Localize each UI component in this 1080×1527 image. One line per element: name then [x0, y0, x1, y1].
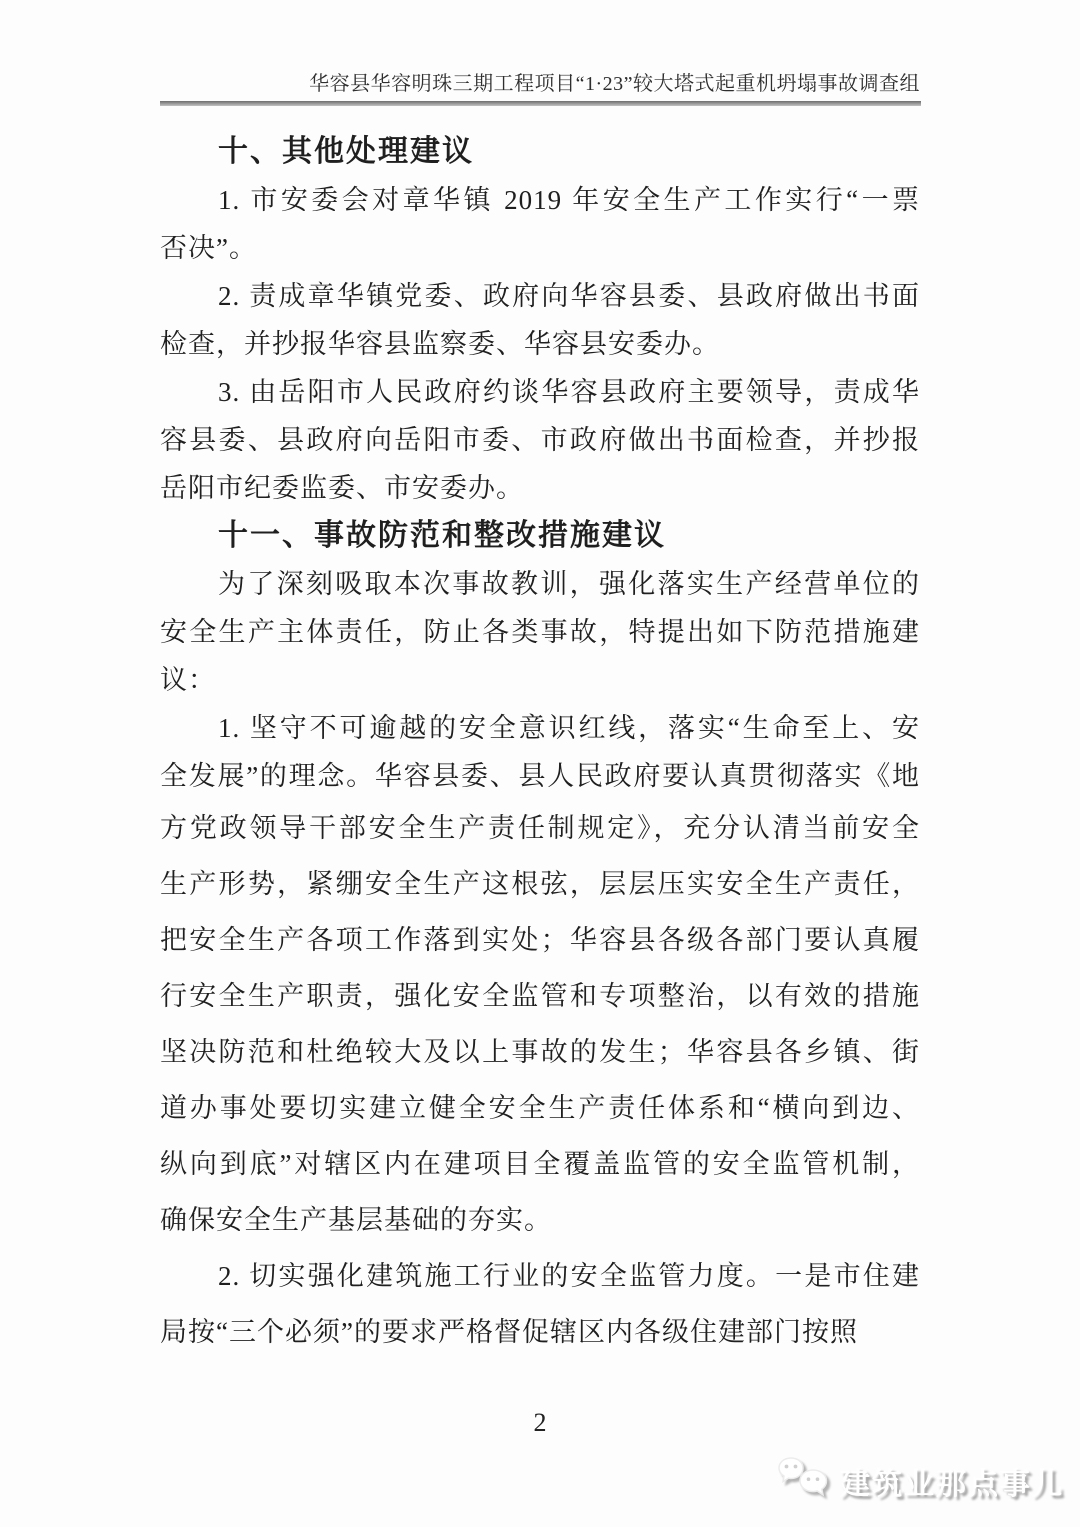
paragraph-line: 容县委、县政府向岳阳市委、市政府做出书面检查，并抄报 [160, 425, 920, 455]
paragraph-line: 安全生产主体责任，防止各类事故，特提出如下防范措施建 [160, 617, 920, 647]
paragraph-line: 为了深刻吸取本次事故教训，强化落实生产经营单位的 [218, 569, 920, 599]
paragraph-line: 坚决防范和杜绝较大及以上事故的发生；华容县各乡镇、街 [160, 1037, 920, 1067]
paragraph [160, 272, 920, 368]
heading-text: 十一、事故防范和整改措施建议 [218, 519, 666, 552]
paragraph-line: 否决”。 [160, 233, 257, 263]
page-header-title: 华容县华容明珠三期工程项目“1·23”较大塔式起重机坍塌事故调查组 [309, 73, 920, 95]
paragraph-line: 2. 责成章华镇党委、政府向华容县委、县政府做出书面 [218, 281, 920, 311]
paragraph [160, 704, 920, 1248]
section-heading [160, 128, 920, 176]
section-heading [160, 512, 920, 560]
paragraph-line: 方党政领导干部安全生产责任制规定》，充分认清当前安全 [160, 813, 920, 843]
paragraph-line: 纵向到底”对辖区内在建项目全覆盖监管的安全监管机制， [160, 1149, 920, 1179]
paragraph-line: 确保安全生产基层基础的夯实。 [160, 1205, 552, 1235]
watermark [776, 1456, 1064, 1506]
paragraph [160, 1248, 920, 1360]
header-rule [160, 101, 921, 106]
paragraph-line: 议： [160, 665, 216, 695]
paragraph-line: 行安全生产职责，强化安全监管和专项整治，以有效的措施 [160, 981, 920, 1011]
paragraph-line: 道办事处要切实建立健全安全生产责任体系和“横向到边、 [160, 1093, 920, 1123]
watermark-text: 建筑业那点事儿 [840, 1468, 1064, 1501]
paragraph-line: 1. 坚守不可逾越的安全意识红线，落实“生命至上、安 [218, 713, 920, 743]
paragraph [160, 176, 920, 272]
paragraph-line: 把安全生产各项工作落到实处；华容县各级各部门要认真履 [160, 925, 920, 955]
heading-text: 十、其他处理建议 [218, 135, 474, 168]
paragraph-line: 1. 市安委会对章华镇 2019 年安全生产工作实行“一票 [218, 185, 920, 215]
paragraph-line: 生产形势，紧绷安全生产这根弦，层层压实安全生产责任， [160, 869, 920, 899]
wechat-icon [776, 1456, 832, 1506]
paragraph [160, 368, 920, 512]
paragraph-line: 局按“三个必须”的要求严格督促辖区内各级住建部门按照 [160, 1317, 858, 1347]
paragraph [160, 560, 920, 704]
document-body [160, 128, 920, 1360]
paragraph-line: 全发展”的理念。华容县委、县人民政府要认真贯彻落实《地 [160, 761, 920, 791]
paragraph-line: 检查，并抄报华容县监察委、华容县安委办。 [160, 329, 720, 359]
paragraph-line: 岳阳市纪委监委、市安委办。 [160, 473, 524, 503]
paragraph-line: 3. 由岳阳市人民政府约谈华容县政府主要领导，责成华 [218, 377, 920, 407]
paragraph-line: 2. 切实强化建筑施工行业的安全监管力度。一是市住建 [218, 1261, 920, 1291]
page-number: 2 [533, 1408, 547, 1437]
